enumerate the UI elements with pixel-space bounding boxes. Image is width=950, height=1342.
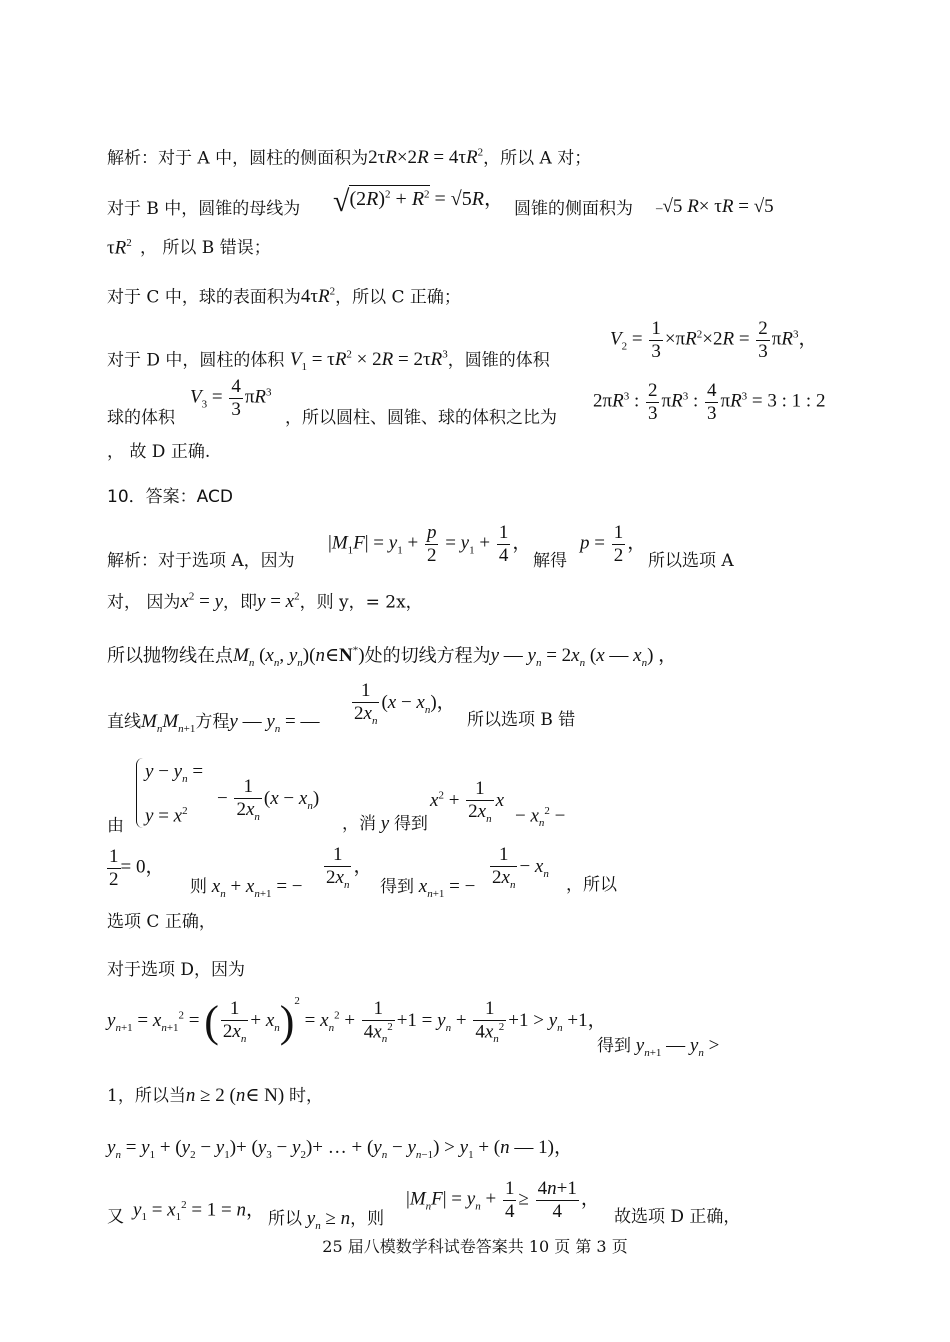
line-14-text: 则 [190, 877, 207, 897]
line-5-tail: ，圆锥的体积 [447, 350, 550, 371]
line-4-text: 对于 C 中，球的表面积为 [107, 287, 301, 308]
math-system-2: $y = x^2$ [145, 805, 188, 827]
math-volume-ratio: $2\pi R^3$ : $\frac{2}{3}$ $\pi R^3$ : $\frac{4}{3}$ $\pi R^3 = 3$ : 1 : 2 [593, 380, 826, 424]
line-12-b [467, 712, 575, 729]
line-14-c-text: ，所以 [566, 875, 617, 895]
math-sum-x: $x_n + x_{n+1}$ = − [211, 876, 303, 900]
line-1 [107, 148, 591, 167]
line-17 [597, 1036, 719, 1059]
line-4 [107, 287, 461, 306]
math-p: p = $\frac{1}{2}$ ， [580, 522, 647, 566]
math-v2: $V_2$ = $\frac{1}{3}$ $\times\pi R^2\times 2R$ = $\frac{2}{3}$ $\pi R^3$， [610, 318, 818, 362]
line-9-b [533, 553, 567, 570]
line-17-text: 得到 [597, 1036, 631, 1056]
line-4-tail: ，所以 C 正确； [335, 287, 461, 308]
math-half-zero: $\frac{1}{2}$ = 0， [109, 846, 165, 890]
line-13-text: 由 [107, 816, 124, 836]
math-yn-ge-n: $y_n \ge n$ [306, 1208, 351, 1232]
line-2-text: 对于 B 中，圆锥的母线为 [107, 199, 301, 219]
line-11-text: 所以抛物线在点 [107, 645, 233, 667]
line-6-text: 球的体积 [107, 408, 175, 428]
math-tangent: y — $y_n = 2x_n$ (x — $x_n$) ， [490, 645, 678, 670]
line-9-c [648, 553, 734, 570]
line-13-b [342, 814, 428, 833]
line-2-b [514, 201, 633, 218]
math-v3: $V_3$ = $\frac{4}{3}$ $\pi R^3$ [190, 376, 272, 420]
math-line-eq: y — $y_n$ = — [229, 711, 320, 735]
math-v1: $V_1 = \tau R^2 \times 2R = 2\tau R^3$ [289, 349, 448, 374]
line-15 [107, 914, 216, 931]
line-20-d-text: 故选项 D 正确， [614, 1207, 741, 1227]
line-12 [107, 712, 319, 735]
line-3-text: ， 所以 B 错误； [140, 238, 271, 258]
line-2-b-text: 圆锥的侧面积为 [514, 199, 633, 219]
line-20-b-text: 所以 [268, 1209, 302, 1229]
line-20-d [614, 1209, 740, 1226]
system-brace [136, 758, 143, 828]
line-7 [107, 444, 210, 461]
math-yx2: $y = x^2$ [257, 591, 300, 613]
line-12-text: 直线 [107, 712, 141, 732]
math-system-1: $y - y_n$ = [145, 761, 204, 785]
math-cone-lateral: –√5 R× τR = √5 [656, 196, 774, 217]
line-7-text: ， 故 D 正确. [107, 442, 211, 462]
line-10-tail: ，则 y，= 2x， [299, 592, 423, 613]
math-sphere-area: $4\tau R^2$ [300, 286, 336, 308]
line-11-mid: 处的切线方程为 [364, 645, 491, 667]
math-xn1: $x_{n+1}$ = − [418, 876, 476, 900]
math-cylinder-area: $2\tau R\times 2R = 4\tau R^2$ [368, 147, 484, 169]
line-16-text: 对于选项 D，因为 [107, 960, 246, 980]
line-1-tail: ，所以 A 对； [483, 148, 592, 169]
line-20-c-text: ，则 [350, 1209, 385, 1229]
answer-10-text: 10．答案：ACD [107, 487, 233, 507]
line-5 [107, 350, 550, 373]
line-14 [190, 877, 303, 900]
line-16 [107, 962, 245, 979]
line-6 [107, 410, 175, 427]
math-line-mm: $M_nM_{n+1}$ [141, 711, 196, 735]
math-system-rhs: − $\frac{1}{2x_n}$ $(x - x_n)$ [217, 776, 320, 823]
line-6-b [285, 410, 557, 427]
math-generatrix: $√(2R)^2 + R^2 = √5R$， [333, 185, 505, 218]
line-9-b-text: 解得 [533, 551, 567, 571]
math-sum-frac: $\frac{1}{2x_n}$ ， [326, 844, 373, 891]
line-2 [107, 201, 300, 218]
line-11 [107, 646, 677, 669]
math-mnf: $|M_nF| = y_n$ + $\frac{1}{4}$ ≥ $\frac{4n+1}{4}$ ， [406, 1178, 600, 1222]
line-10-text: 对， 因为 [107, 592, 181, 613]
line-15-text: 选项 C 正确， [107, 912, 216, 932]
line-12-mid: 方程 [195, 712, 230, 732]
math-xn1-frac: $\frac{1}{2x_n}$ − $x_n$ [492, 844, 549, 891]
line-18-tail: 时， [288, 1086, 323, 1106]
math-quadratic: $x^2$ + $\frac{1}{2x_n}$ x [430, 778, 505, 825]
answer-10 [107, 489, 233, 506]
math-x2y: $x^2 = y$ [180, 591, 223, 613]
line-14-b [380, 877, 475, 900]
math-telescoping: $y_n = y_1 + (y_2 - y_1)+ (y_3 - y_2)+$ … + $(y_n - y_{n-1}) > y_1 + (n$ — 1)， [107, 1137, 573, 1161]
math-d-chain: $y_{n+1} = x_{n+1}^2$ = ( $\frac{1}{2x_n}$ + $x_n)^2 = x_n^2$ + $\frac{1}{4x_n^2}$ $+1 = y_n$ + $\frac{1}{4x_n^2}$ $+1 > y_n +1$， [107, 995, 607, 1046]
math-diff: $y_{n+1}$ — $y_n$ > [635, 1035, 720, 1059]
line-9 [107, 553, 295, 570]
line-18-text: 1，所以当 [107, 1086, 186, 1106]
line-10 [107, 592, 423, 611]
math-tr2: $\tau R^2$ [107, 237, 132, 259]
math-mf: $|M_1F| = y_1$ + $\frac{p}{2}$ = $y_1$ + $\frac{1}{4}$ ， [328, 522, 532, 566]
line-20 [107, 1209, 124, 1226]
line-20-text: 又 [107, 1207, 124, 1227]
line-13 [107, 818, 124, 835]
math-y1: $y_1 = x_1^2 = 1 = n$， [133, 1199, 266, 1224]
line-14-b-text: 得到 [380, 877, 414, 897]
line-1-text: 解析：对于 A 中，圆柱的侧面积为 [107, 148, 369, 169]
line-10-mid: ，即 [223, 592, 257, 613]
line-12-b-text: 所以选项 B 错 [467, 710, 576, 730]
line-18 [107, 1086, 323, 1105]
math-quadratic-tail: − $x_n^2$ − [515, 805, 566, 830]
page-footer: 25 届八模数学科试卷答案共 10 页 第 3 页 [322, 1237, 628, 1256]
line-9-text: 解析：对于选项 A，因为 [107, 551, 295, 571]
line-20-b [268, 1209, 384, 1232]
line-6-b-text: ，所以圆柱、圆锥、球的体积之比为 [285, 408, 557, 428]
line-5-text: 对于 D 中，圆柱的体积 [107, 350, 285, 371]
line-9-c-text: 所以选项 A [648, 551, 734, 571]
math-line-frac: $\frac{1}{2x_n}$ $(x - x_n)$， [354, 680, 456, 727]
line-14-c [566, 877, 617, 894]
line-13-c-text: 得到 [393, 814, 428, 834]
line-13-b-text: ，消 [342, 814, 376, 834]
line-3 [140, 240, 271, 257]
math-point-mn: $M_n$ ($x_n$, $y_n)(n\in N^*)$ [233, 645, 365, 670]
math-y: y [376, 813, 394, 834]
math-n-ge-2: n ≥ 2 (n∈ N) [185, 1085, 289, 1106]
